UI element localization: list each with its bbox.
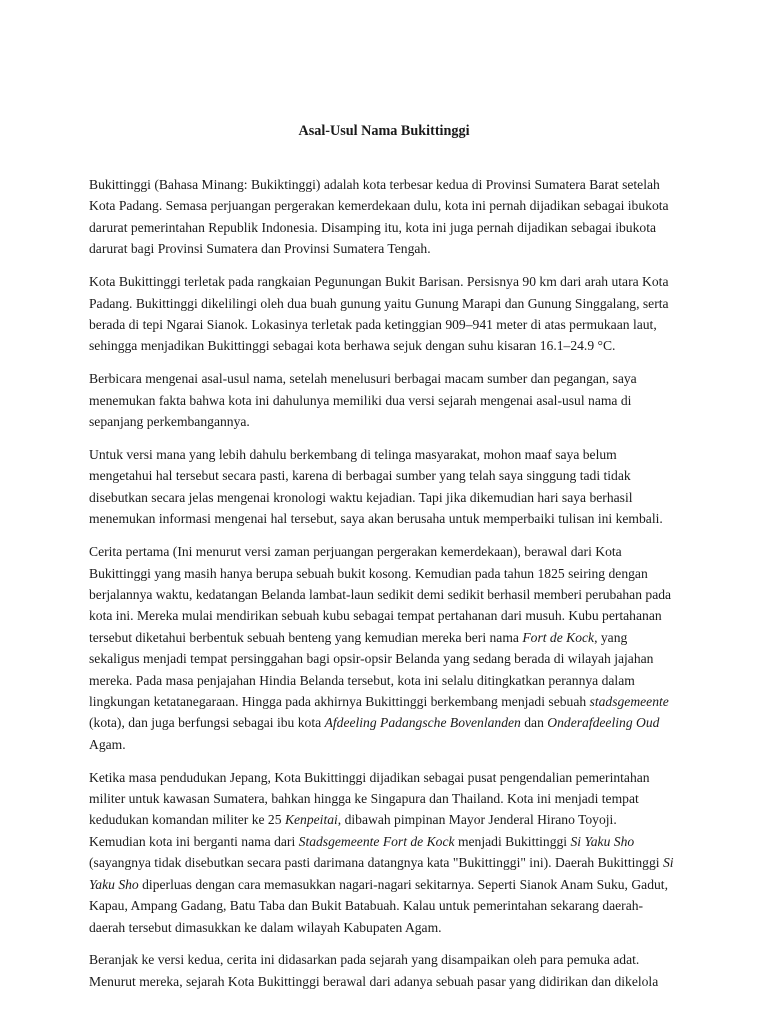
italic-term: Stadsgemeente Fort de Kock xyxy=(298,833,455,849)
paragraph-japanese-occupation xyxy=(89,767,675,938)
italic-term: Si Yaku Sho xyxy=(570,833,635,849)
text-run: Agam. xyxy=(89,736,126,752)
text-run: Kota Bukittinggi terletak pada rangkaian Pegunungan Bukit Barisan. Persisnya 90 km dari arah utara Kota Padang. Bukittinggi dikelilingi oleh dua buah gunung yaitu Gunung Marapi dan Gunung Singgalang, serta berada di tepi Ngarai Sianok. Lokasinya terletak pada ketinggian 909–941 meter di atas permukaan laut, sehingga menjadikan Bukittinggi sebagai kota berhawa sejuk dengan suhu kisaran 16.1–24.9 °C. xyxy=(89,274,669,354)
text-run: (sayangnya tidak disebutkan secara pasti darimana datangnya kata "Bukittinggi" ini). Daerah Bukittinggi xyxy=(89,855,663,871)
text-run: menjadi Bukittinggi xyxy=(454,833,571,849)
text-run: , yang sekaligus menjadi tempat persinggahan bagi opsir-opsir Belanda yang sedang berada di wilayah jajahan mereka. Pada masa penjajahan Hindia Belanda tersebut, kota ini selalu ditingkatkan perannya dalam lingkungan ketatanegaraan. Hingga pada akhirnya Bukittinggi berkembang menjadi sebuah xyxy=(89,629,654,709)
paragraph-disclaimer xyxy=(89,444,675,530)
text-run: diperluas dengan cara memasukkan nagari-nagari sekitarnya. Seperti Sianok Anam Suku, Gadut, Kapau, Ampang Gadang, Batu Taba dan Bukit Batabuah. Kalau untuk pemerintahan sekarang daerah-daerah tersebut dimasukkan ke dalam wilayah Kabupaten Agam. xyxy=(89,876,668,935)
italic-term: Si Yaku Sho xyxy=(89,855,674,892)
text-run: Cerita pertama (Ini menurut versi zaman perjuangan pergerakan kemerdekaan), berawal dari Kota Bukittinggi yang masih hanya berupa sebuah bukit kosong. Kemudian pada tahun 1825 seiring dengan berjalannya waktu, kedatangan Belanda lambat-laun sedikit demi sedikit berhasil memberi perubahan pada kota ini. Mereka mulai mendirikan sebuah kubu sebagai tempat pertahanan dari musuh. Kubu pertahanan tersebut diketahui berbentuk sebuah benteng yang kemudian mereka beri nama xyxy=(89,544,672,645)
paragraph-first-story xyxy=(89,541,675,755)
text-run: , dibawah pimpinan Mayor Jenderal Hirano Toyoji. Kemudian kota ini berganti nama dari xyxy=(89,812,617,849)
text-run: Untuk versi mana yang lebih dahulu berkembang di telinga masyarakat, mohon maaf saya belum mengetahui hal tersebut secara pasti, karena di berbagai sumber yang telah saya singgung tadi tidak disebutkan secara jelas mengenai kronologi waktu kejadian. Tapi jika dikemudian hari saya berhasil menemukan informasi mengenai hal tersebut, saya akan berusaha untuk memperbaiki tulisan ini kembali. xyxy=(89,446,663,527)
text-run: dan xyxy=(520,715,548,731)
page-title: Asal-Usul Nama Bukittinggi xyxy=(298,123,470,139)
italic-term: stadsgemeente xyxy=(589,693,669,709)
italic-term: Fort de Kock xyxy=(522,629,595,645)
italic-term: Onderafdeeling Oud xyxy=(547,715,660,731)
text-run: (kota), dan juga berfungsi sebagai ibu kota xyxy=(89,715,325,731)
text-run: Berbicara mengenai asal-usul nama, setelah menelusuri berbagai macam sumber dan pegangan, saya menemukan fakta bahwa kota ini dahulunya memiliki dua versi sejarah mengenai asal-usul nama di sepanjang perkembangannya. xyxy=(89,371,637,430)
paragraph-origin-versions xyxy=(89,368,675,432)
text-run: Beranjak ke versi kedua, cerita ini didasarkan pada sejarah yang disampaikan oleh para pemuka adat. Menurut mereka, sejarah Kota Bukittinggi berawal dari adanya sebuah pasar yang didirikan dan dikelola xyxy=(89,952,659,989)
text-run: Bukittinggi (Bahasa Minang: Bukiktinggi) adalah kota terbesar kedua di Provinsi Sumatera Barat setelah Kota Padang. Semasa perjuangan pergerakan kemerdekaan dulu, kota ini pernah dijadikan sebagai ibukota darurat pemerintahan Republik Indonesia. Disamping itu, kota ini juga pernah dijadikan sebagai ibukota darurat bagi Provinsi Sumatera dan Provinsi Sumatera Tengah. xyxy=(89,177,669,257)
italic-term: Kenpeitai xyxy=(284,812,338,828)
italic-term: Afdeeling Padangsche Bovenlanden xyxy=(324,715,521,731)
text-run: Ketika masa pendudukan Jepang, Kota Bukittinggi dijadikan sebagai pusat pengendalian pemerintahan militer untuk kawasan Sumatera, bahkan hingga ke Singapura dan Thailand. Kota ini menjadi tempat kedudukan komandan militer ke 25 xyxy=(89,769,650,828)
paragraph-geography xyxy=(89,271,675,357)
paragraph-intro xyxy=(89,174,675,260)
document-body xyxy=(89,174,675,1004)
paragraph-second-story xyxy=(89,949,675,992)
